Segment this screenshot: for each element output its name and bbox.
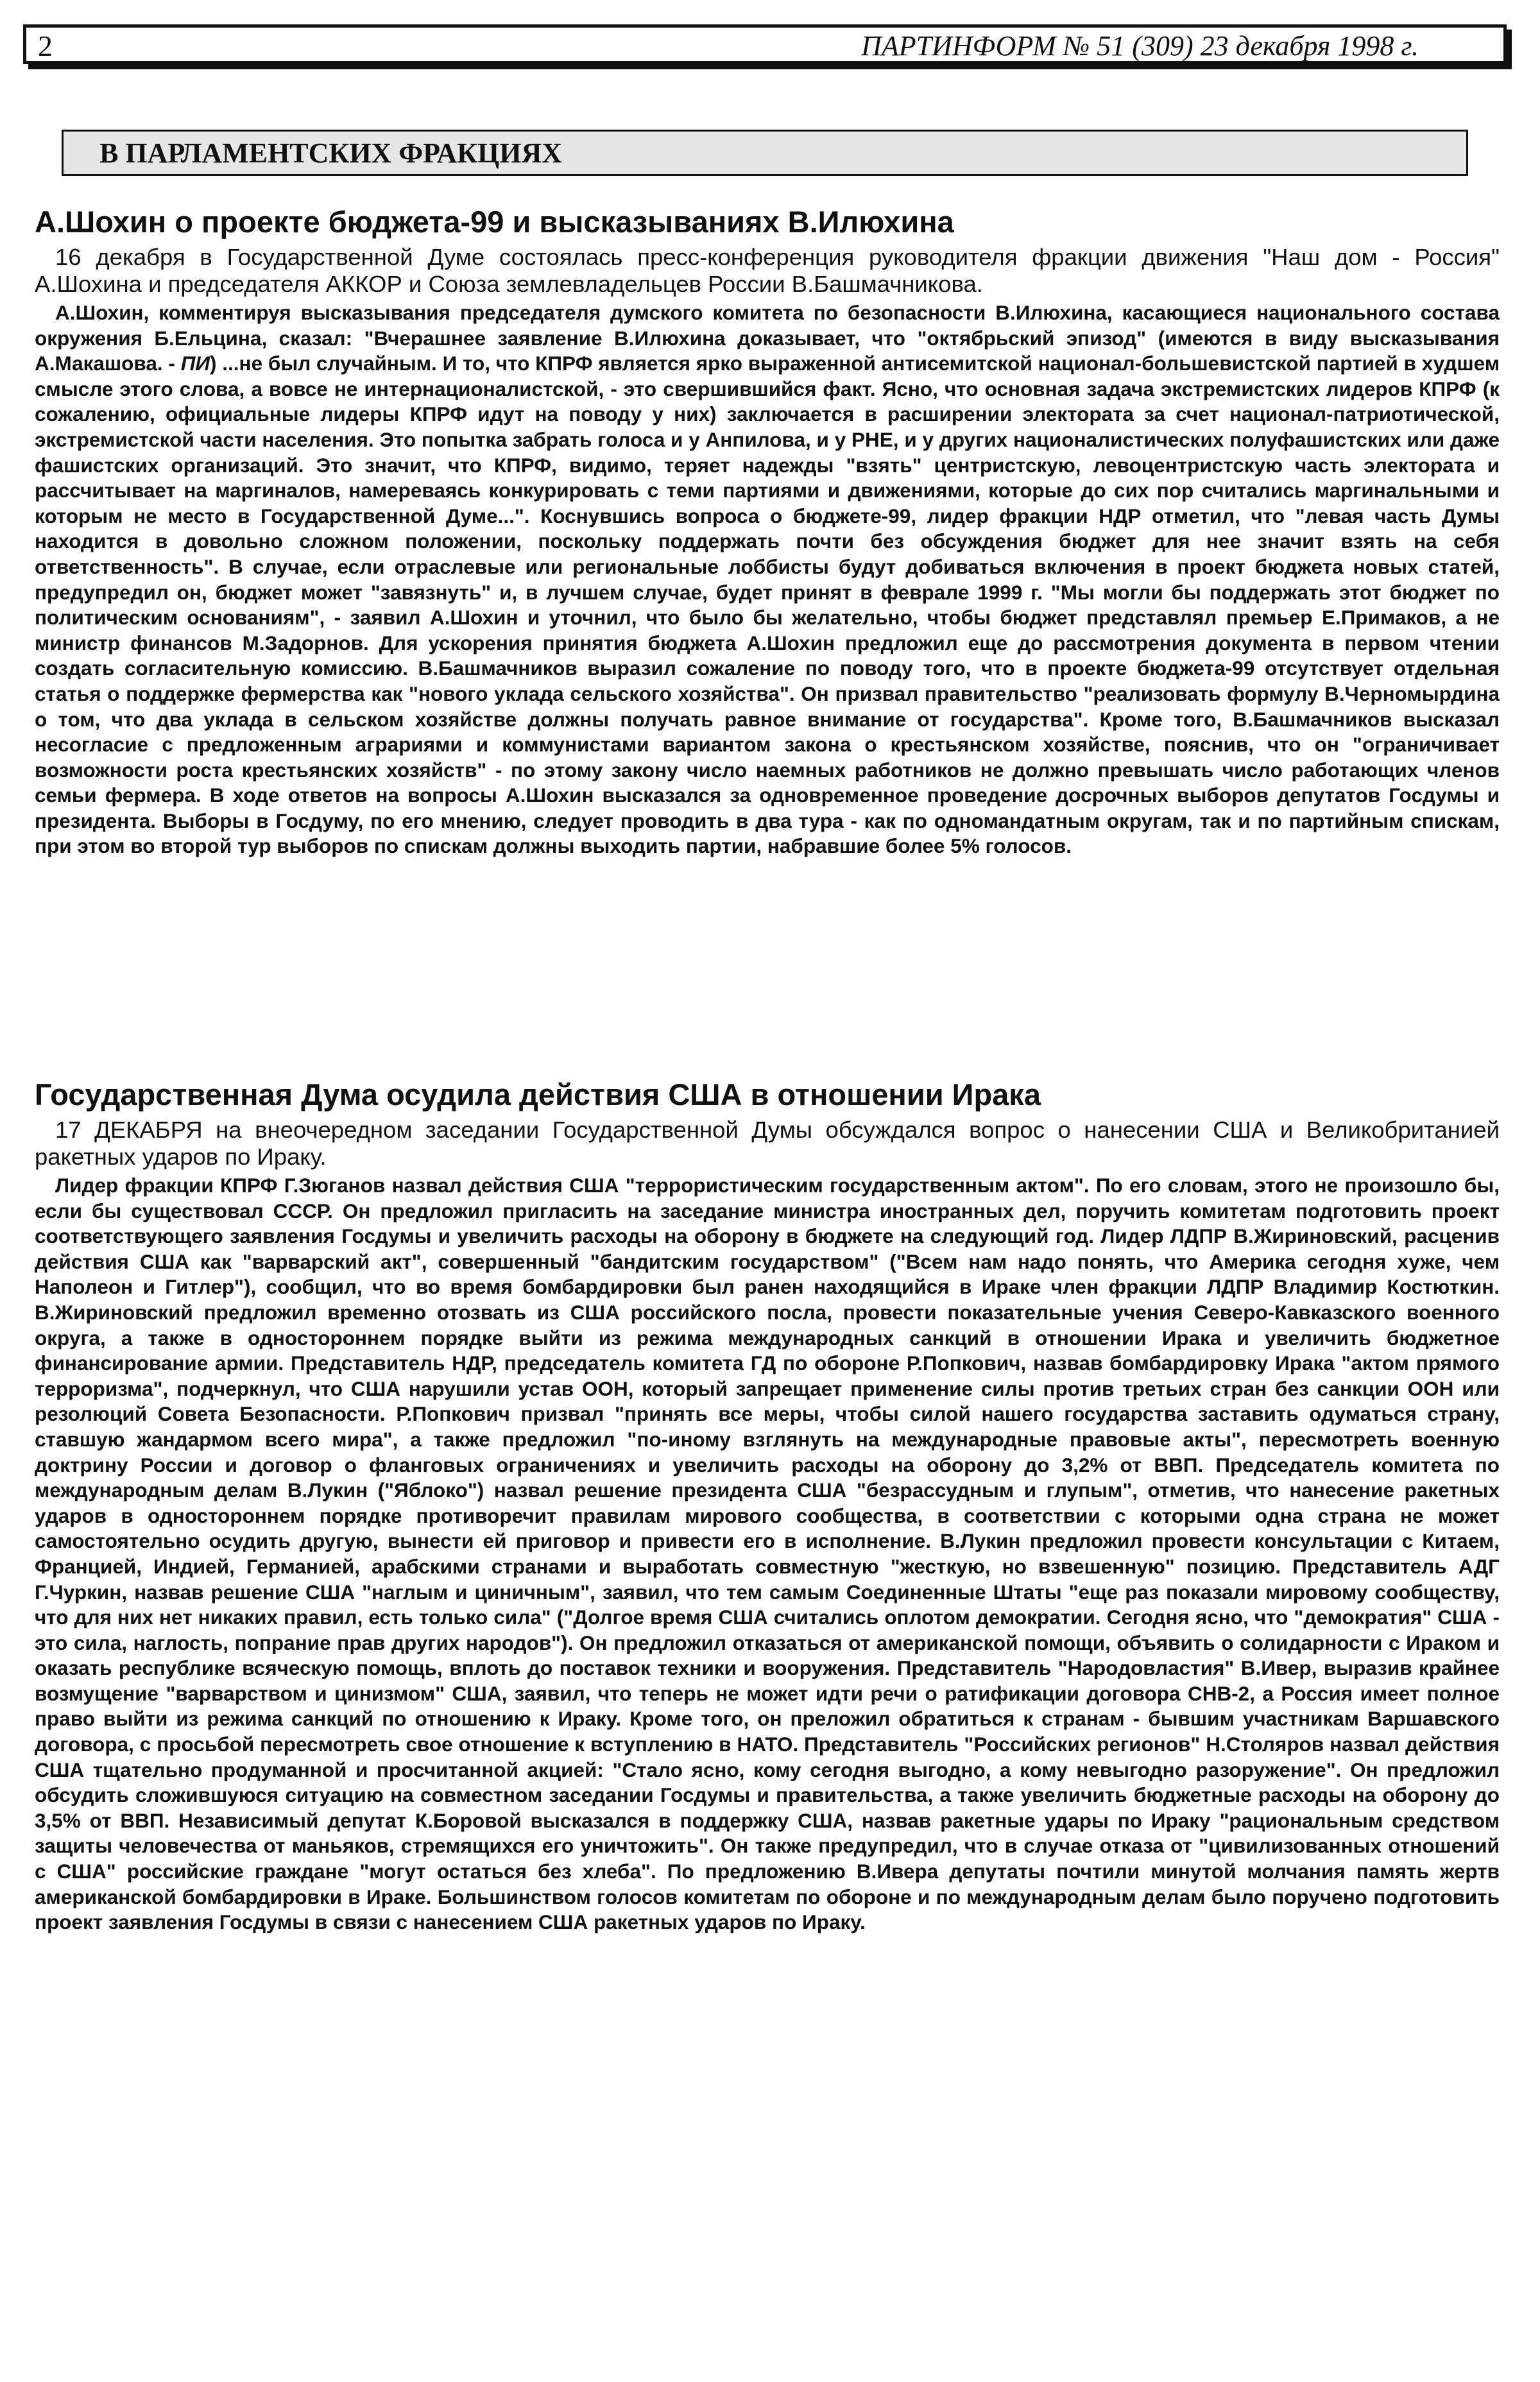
- article-lead: 17 ДЕКАБРЯ на внеочередном заседании Государственной Думы обсуждался вопрос о нанесении США и Великобританией ракетных ударов по Ираку.: [35, 1117, 1500, 1170]
- article-headline: Государственная Дума осудила действия США в отношении Ирака: [35, 1077, 1041, 1111]
- article-shokhin: [35, 205, 1500, 859]
- page-header: [23, 24, 1507, 64]
- masthead: ПАРТИНФОРМ № 51 (309) 23 декабря 1998 г.: [861, 30, 1419, 62]
- page-number: 2: [38, 30, 53, 62]
- article-body: [35, 300, 1500, 859]
- article-body: Лидер фракции КПРФ Г.Зюганов назвал действия США "террористическим государственным актом". По его словам, этого не произошло бы, если бы существовал СССР. Он предложил пригласить на заседание министра иностранных дел, поручить комитетам подготовить проект соответствующего заявления Госдумы и увеличить расходы на оборону в бюджете на следующий год. Лидер ЛДПР В.Жириновский, расценив действия США как "варварский акт", совершенный "бандитским государством" ("Всем нам надо понять, что Америка сегодня хуже, чем Наполеон и Гитлер"), сообщил, что во время бомбардировки был ранен находящийся в Ираке член фракции ЛДПР Владимир Костюткин. В.Жириновский предложил временно отозвать из США российского посла, провести показательные учения Северо-Кавказского военного округа, а также в одностороннем порядке выйти из режима международных санкций в отношении Ирака и увеличить бюджетное финансирование армии. Представитель НДР, председатель комитета ГД по обороне Р.Попкович, назвав бомбардировку Ирака "актом прямого терроризма", подчеркнул, что США нарушили устав ООН, который запрещает применение силы против третьих стран без санкции ООН или резолюций Совета Безопасности. Р.Попкович призвал "принять все меры, чтобы силой нашего государства заставить одуматься страну, ставшую жандармом всего мира", а также предложил "по-иному взглянуть на международные правовые акты", пересмотреть военную доктрину России и договор о фланговых ограничениях и увеличить расходы на оборону до 3,2% от ВВП. Председатель комитета по международным делам В.Лукин ("Яблоко") назвал решение президента США "безрассудным и глупым", отметив, что нанесение ракетных ударов в одностороннем порядке противоречит правилам мирового сообщества, в соответствии с которыми одна страна не может самостоятельно осудить другую, вынести ей приговор и привести его в исполнение. В.Лукин предложил провести консультации с Китаем, Францией, Индией, Германией, арабскими странами и выработать совместную "жесткую, но взвешенную" позицию. Представитель АДГ Г.Чуркин, назвав решение США "наглым и циничным", заявил, что тем самым Соединенные Штаты "еще раз показали мировому сообществу, что для них нет никаких правил, есть только сила" ("Долгое время США считались оплотом демократии. Сегодня ясно, что "демократия" США - это сила, наглость, попрание прав других народов"). Он предложил отказаться от американской помощи, объявить о солидарности с Ираком и оказать республике всяческую помощь, вплоть до поставок техники и вооружения. Представитель "Народовластия" В.Ивер, выразив крайнее возмущение "варварством и цинизмом" США, заявил, что теперь не может идти речи о ратификации договора СНВ-2, а Россия имеет полное право выйти из режима санкций по отношению к Ираку. Кроме того, он преложил обратиться к странам - бывшим участникам Варшавского договора, с просьбой пересмотреть свое отношение к вступлению в НАТО. Представитель "Российских регионов" Н.Столяров назвал действия США тщательно продуманной и просчитанной акцией: "Стало ясно, кому сегодня выгодно, а кому невыгодно разоружение". Он предложил обсудить сложившуюся ситуацию на совместном заседании Госдумы и правительства, а также увеличить бюджетные расходы на оборону до 3,5% от ВВП. Независимый депутат К.Боровой высказался в поддержку США, назвав ракетные удары по Ираку "рациональным средством защиты человечества от маньяков, стремящихся его уничтожить". Он также предупредил, что в случае отказа от "цивилизованных отношений с США" российские граждане "могут остаться без хлеба". По предложению В.Ивера депутаты почтили минутой молчания память жертв американской бомбардировки в Ираке. Большинством голосов комитетам по обороне и по международным делам было поручено подготовить проект заявления Госдумы в связи с нанесением США ракетных ударов по Ираку.: [35, 1174, 1500, 1934]
- article-body-part2: ) ...не был случайным. И то, что КПРФ является ярко выраженной антисемитской национал-большевистской партией в худшем смысле этого слова, а вовсе не интернационалистской, - это свершившийся факт. Ясно, что основная задача экстремистских лидеров КПРФ (к сожалению, официальные лидеры КПРФ идут на поводу у них) заключается в расширении электората за счет национал-патриотической, экстремистской части населения. Это попытка забрать голоса и у Анпилова, и у РНЕ, и у других националистических полуфашистских или даже фашистских организаций. Это значит, что КПРФ, видимо, теряет надежды "взять" центристскую, левоцентристскую часть электората и рассчитывает на маргиналов, намереваясь конкурировать с теми партиями и движениями, которые до сих пор считались маргинальными и которым не место в Государственной Думе...". Коснувшись вопроса о бюджете-99, лидер фракции НДР отметил, что "левая часть Думы находится в довольно сложном положении, поскольку поддержать почти без обсуждения бюджет для нее значит взять на себя ответственность". В случае, если отраслевые или региональные лоббисты будут добиваться включения в проект бюджета новых статей, предупредил он, бюджет может "завязнуть" и, в лучшем случае, будет принят в феврале 1999 г. "Мы могли бы поддержать этот бюджет по политическим основаниям", - заявил А.Шохин и уточнил, что было бы желательно, чтобы бюджет представлял премьер Е.Примаков, а не министр финансов М.Задорнов. Для ускорения принятия бюджета А.Шохин предложил еще до рассмотрения документа в первом чтении создать согласительную комиссию. В.Башмачников выразил сожаление по поводу того, что в проекте бюджета-99 отсутствует отдельная статья о поддержке фермерства как "нового уклада сельского хозяйства". Он призвал правительство "реализовать формулу В.Черномырдина о том, что два уклада в сельском хозяйстве должны получать равное внимание от государства". Кроме того, В.Башмачников высказал несогласие с предложенным аграриями и коммунистами вариантом закона о крестьянском хозяйстве, пояснив, что он "ограничивает возможности роста крестьянских хозяйств" - по этому закону число наемных работников не должно превышать число работающих членов семьи фермера. В ходе ответов на вопросы А.Шохин высказался за одновременное проведение досрочных выборов депутатов Госдумы и президента. Выборы в Госдуму, по его мнению, следует проводить в два тура - как по одномандатным округам, так и по партийным спискам, при этом во второй тур выборов по спискам должны выходить партии, набравшие более 5% голосов.: [35, 352, 1500, 858]
- editor-note: ПИ: [180, 352, 210, 375]
- article-body-part1: А.Шохин, комментируя высказывания председателя думского комитета по безопасности В.Илюхина, касающиеся национального состава окружения Б.Ельцина, сказал: "Вчерашнее заявление В.Илюхина доказывает, что "октябрьский эпизод" (имеются в виду высказывания А.Макашова. -: [35, 301, 1500, 375]
- section-title: В ПАРЛАМЕНТСКИХ ФРАКЦИЯХ: [99, 137, 563, 169]
- section-header: [62, 130, 1468, 176]
- article-headline: А.Шохин о проекте бюджета-99 и высказываниях В.Илюхина: [35, 205, 954, 239]
- article-duma-iraq: [35, 1078, 1500, 1935]
- article-lead: 16 декабря в Государственной Думе состоялась пресс-конференция руководителя фракции движения "Наш дом - Россия" А.Шохина и председателя АККОР и Союза землевладельцев России В.Башмачникова.: [35, 244, 1500, 297]
